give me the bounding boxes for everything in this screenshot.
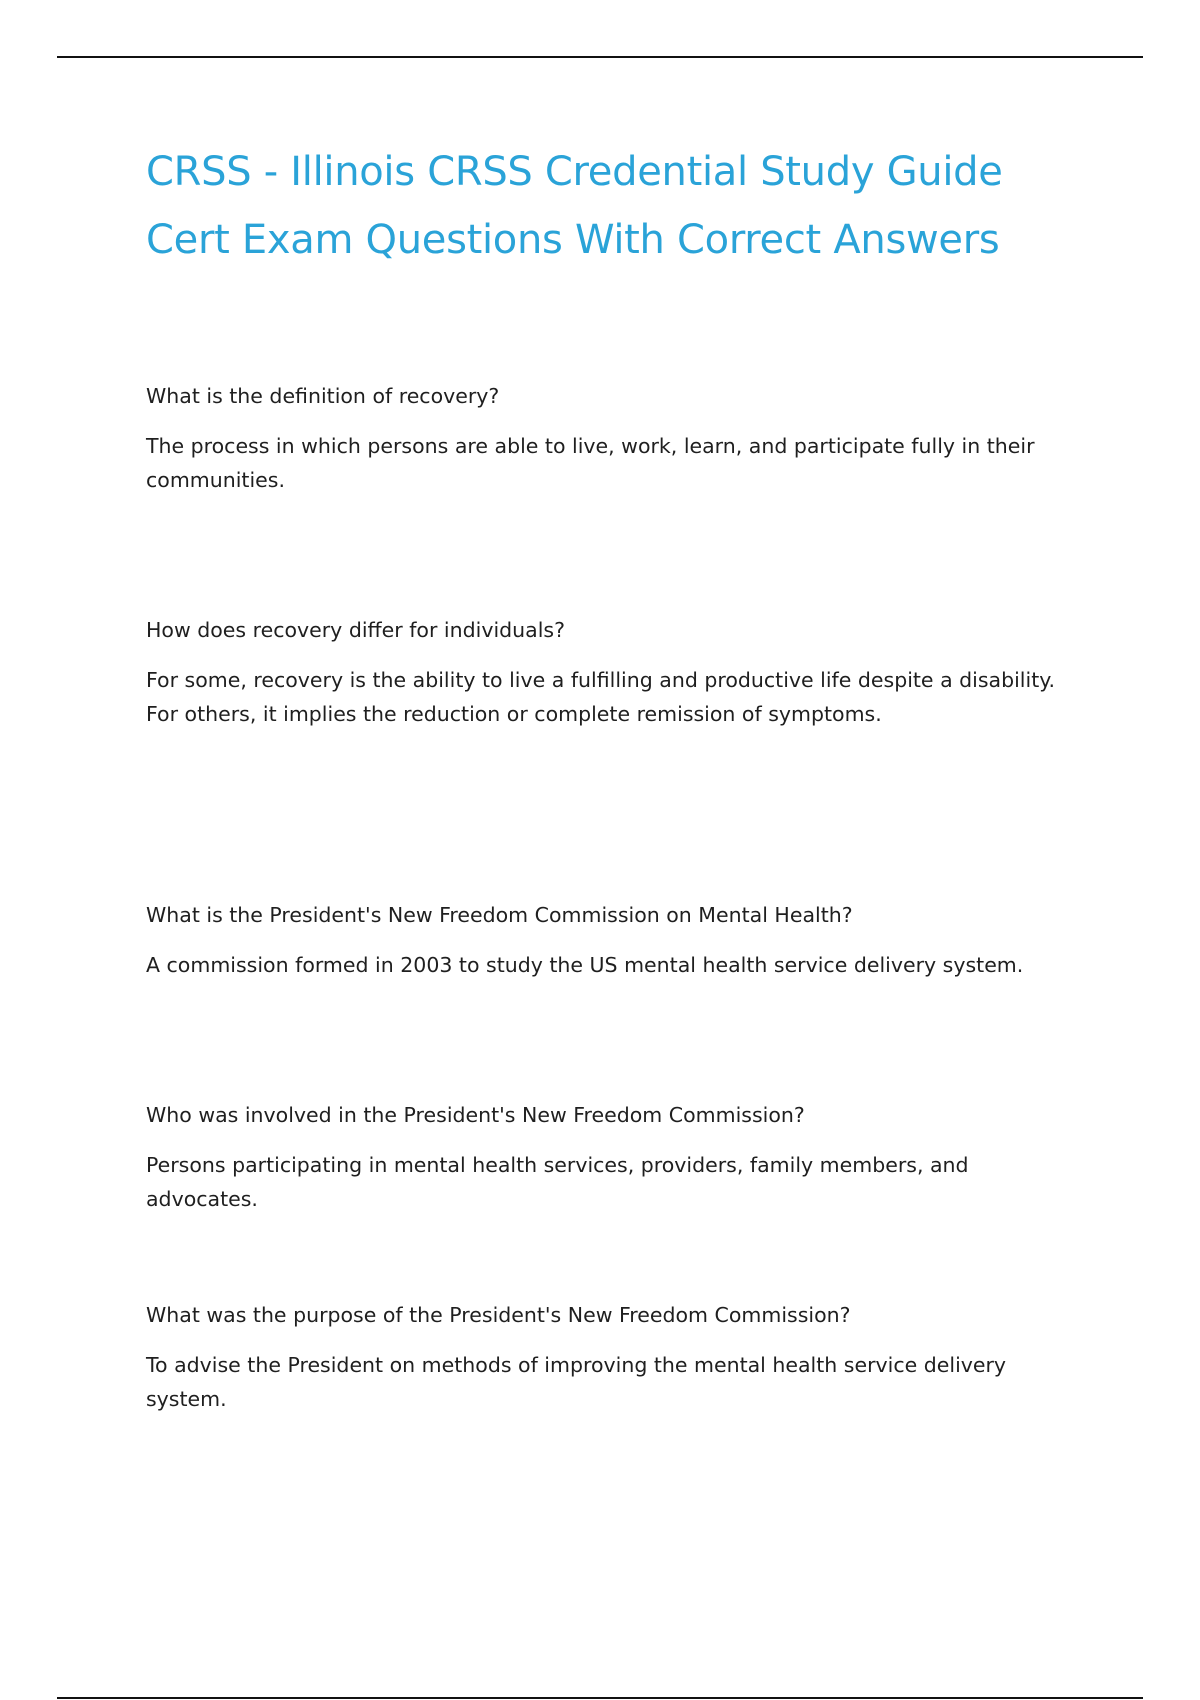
question-text: What is the definition of recovery? <box>146 384 500 408</box>
question-text: How does recovery differ for individuals? <box>146 618 565 642</box>
document-title: CRSS - Illinois CRSS Credential Study Guide Cert Exam Questions With Correct Answers <box>146 149 1003 263</box>
question-text: What was the purpose of the President's New Freedom Commission? <box>146 1303 851 1327</box>
answer-text: A commission formed in 2003 to study the US mental health service delivery system. <box>146 953 1024 977</box>
qa-item <box>146 613 1086 731</box>
qa-item <box>146 898 1086 982</box>
header-rule <box>57 56 1143 58</box>
question-text: Who was involved in the President's New Freedom Commission? <box>146 1103 805 1127</box>
qa-item <box>146 379 1086 497</box>
qa-item <box>146 1098 1086 1216</box>
question-text: What is the President's New Freedom Commission on Mental Health? <box>146 903 853 927</box>
footer-rule <box>57 1697 1143 1699</box>
answer-text: For some, recovery is the ability to live a fulfilling and productive life despite a disability. For others, it implies the reduction or complete remission of symptoms. <box>146 668 1055 726</box>
answer-text: Persons participating in mental health services, providers, family members, and advocates. <box>146 1153 969 1211</box>
answer-text: To advise the President on methods of improving the mental health service delivery system. <box>146 1353 1007 1411</box>
answer-text: The process in which persons are able to live, work, learn, and participate fully in their communities. <box>146 434 1035 492</box>
qa-item <box>146 1298 1086 1416</box>
